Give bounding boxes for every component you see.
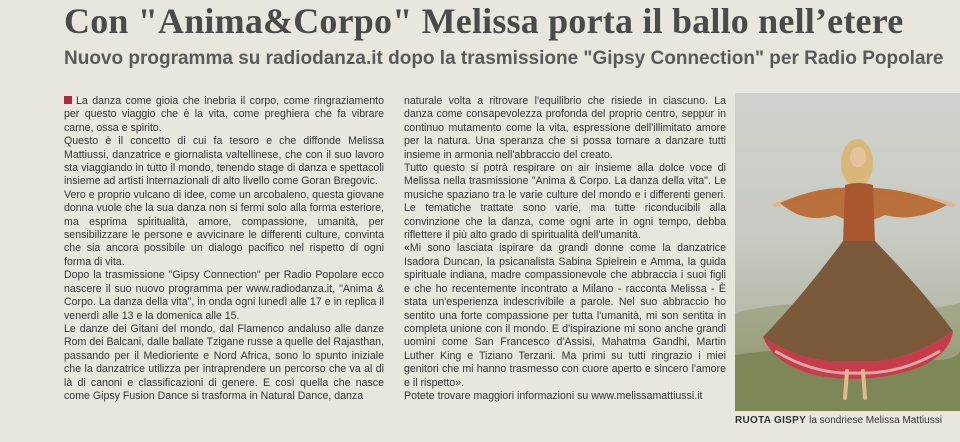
- paragraph: naturale volta a ritrovare l'equilibrio che risiede in ciascuno. La danza come consapevolezza profonda del proprio centro, seppur in continuo mutamento come la vita, espressione dell'illimitato amore per la natura. Una speranza che si possa tornare a danzare tutti insieme in armonia nell'abbraccio del creato.: [404, 95, 726, 161]
- square-bullet-icon: [64, 96, 72, 104]
- paragraph: «Mi sono lasciata ispirare da grandi donne come la danzatrice Isadora Duncan, la psicanalista Sabina Spielrein e Amma, la guida spirituale indiana, madre compassionevole che abbraccia i suoi figli e che ho recentemente incontrato a Milano - racconta Melissa - È stata un'esperienza indescrivibile a parole. Nel suo abbraccio ho sentito una forte compassione per tutta l'umanità, mi son sentita in completa unione con il mondo. E d'ispirazione mi sono anche grandi uomini come San Francesco d'Assisi, Mahatma Gandhi, Martin Luther King e Tiziano Terzani. Ma primi su tutti ringrazio i miei genitori che mi hanno trasmesso con cuore aperto e sincero l'amore e il rispetto».: [404, 242, 726, 389]
- caption-text: la sondriese Melissa Mattiussi: [809, 415, 942, 426]
- article-headline: Con "Anima&Corpo" Melissa porta il ballo nell’etere: [64, 1, 904, 41]
- paragraph: Vero e proprio vulcano di idee, come un arcobaleno, questa giovane donna vuole che la sua danza non si fermi solo alla forma esteriore, ma esprima spiritualità, amore, compassione, umanità, per sensibilizzare le persone e avvicinare le differenti culture, convinta che sia ancora possibile un dialogo pacifico nel rispetto di ogni forma di vita.: [64, 188, 384, 268]
- paragraph: La danza come gioia che inebria il corpo, come ringraziamento per questo viaggio che è la vita, come preghiera che fa vibrare carne, ossa e spirito.: [64, 95, 384, 134]
- paragraph: Tutto questo si potrà respirare on air insieme alla dolce voce di Melissa nella trasmissione "Anima & Corpo. La danza della vita". Le musiche spaziano tra le varie culture del mondo e i differenti generi. Le tematiche trattate sono varie, ma tutte riconducibili alla convinzione che la danza, come ogni arte in ogni tempo, debba riflettere il più alto grado di spiritualità dell'umanità.: [404, 162, 726, 242]
- dancer-illustration: [735, 93, 960, 411]
- dancer-photo: [735, 93, 960, 411]
- article-column-2: [404, 95, 726, 403]
- photo-caption: [735, 414, 960, 427]
- paragraph: Questo è il concetto di cui fa tesoro e che diffonde Melissa Mattiussi, danzatrice e giornalista valtellinese, che con il suo lavoro sta viaggiando in tutto il mondo, tenendo stage di danza e spettacoli insieme ad artisti internazionali di alto livello come Goran Bregovic.: [64, 135, 384, 188]
- paragraph: Potete trovare maggiori informazioni su www.melissamattiussi.it: [404, 389, 703, 402]
- paragraph: Dopo la trasmissione "Gipsy Connection" per Radio Popolare ecco nascere il suo nuovo programma per www.radiodanza.it, "Anima & Corpo. La danza della vita", in onda ogni lunedì alle 17 e in replica il venerdì alle 13 e la domenica alle 15.: [64, 269, 384, 322]
- caption-lead: RUOTA GISPY: [735, 415, 807, 426]
- paragraph: Le danze dei Gitani del mondo, dal Flamenco andaluso alle danze Rom dei Balcani, dalle ballate Tzigane russe a quelle del Rajasthan, passando per il Medioriente e Nord Africa, sono lo spunto iniziale che la danzatrice utilizza per intraprendere un percorso che va al di là di canoni e classificazioni di genere. E così quella che nasce come Gipsy Fusion Dance si trasforma in Natural Dance, danza: [64, 322, 384, 402]
- article-subheadline: Nuovo programma su radiodanza.it dopo la trasmissione "Gipsy Connection" per Radio Popolare: [64, 48, 944, 69]
- article-column-1: [64, 95, 384, 403]
